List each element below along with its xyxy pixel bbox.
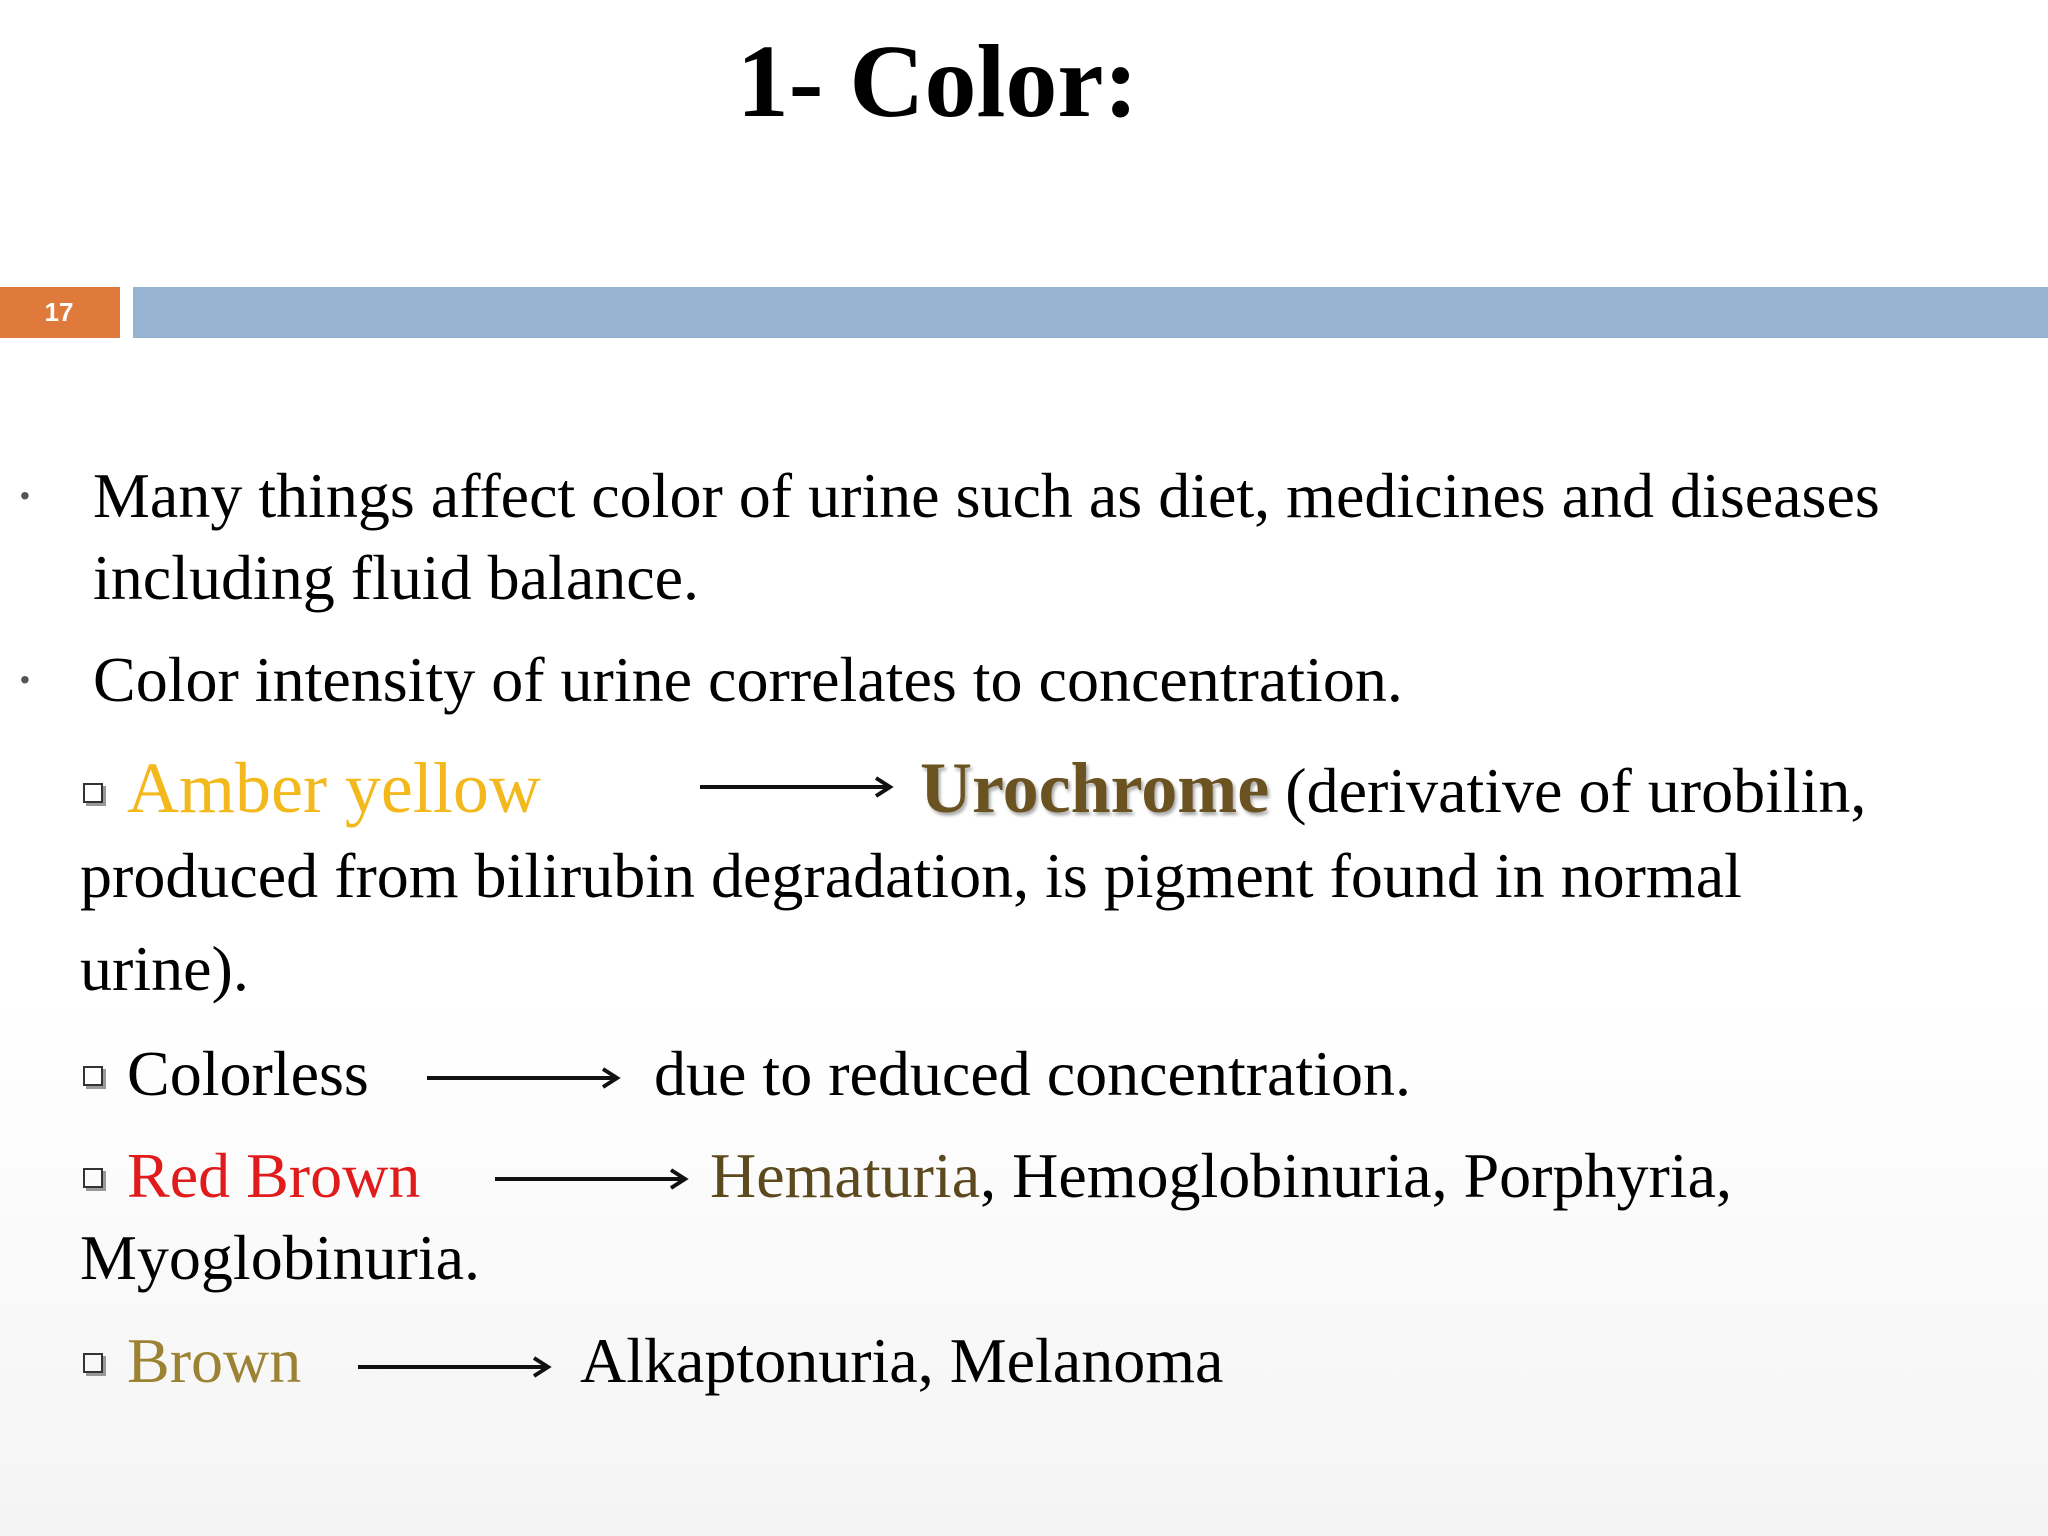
item-amber-line-3: urine). (80, 933, 249, 1004)
hematuria-term: Hematuria (710, 1140, 981, 1211)
slide-title: 1- Color: (736, 24, 1139, 139)
amber-label: Amber yellow (127, 748, 541, 828)
red-brown-cause-line-2: Myoglobinuria. (80, 1222, 480, 1293)
item-amber-cause (920, 748, 1866, 831)
arrow-right-icon (495, 1165, 690, 1191)
bullet-2-line-1: Color intensity of urine correlates to concentration. (93, 644, 1403, 715)
checkbox-square-icon (83, 1353, 103, 1373)
amber-rest-1: (derivative of urobilin, (1269, 755, 1867, 826)
item-amber-line-2: produced from bilirubin degradation, is pigment found in normal (80, 840, 1742, 911)
urochrome-term: Urochrome (920, 748, 1270, 828)
colorless-label: Colorless (127, 1038, 369, 1109)
arrow-right-icon (358, 1353, 553, 1379)
brown-label: Brown (127, 1325, 302, 1396)
brown-cause: Alkaptonuria, Melanoma (580, 1325, 1224, 1396)
bullet-text-1 (93, 455, 2043, 619)
item-red-brown (83, 1136, 420, 1216)
arrow-right-icon (700, 773, 895, 799)
slide-number: 17 (0, 287, 120, 338)
bullet-dot: • (20, 664, 30, 695)
arrow-right-icon (427, 1064, 622, 1090)
item-brown (83, 1321, 301, 1401)
checkbox-square-icon (83, 783, 103, 803)
item-colorless (83, 1034, 369, 1114)
item-amber-line-1 (83, 748, 541, 831)
bullet-1-line-2: including fluid balance. (93, 542, 700, 613)
checkbox-square-icon (83, 1168, 103, 1188)
checkbox-square-icon (83, 1066, 103, 1086)
bullet-text-2 (93, 639, 2043, 721)
colorless-cause: due to reduced concentration. (654, 1038, 1411, 1109)
red-brown-cause-rest: , Hemoglobinuria, Porphyria, (980, 1140, 1732, 1211)
red-brown-label: Red Brown (127, 1140, 421, 1211)
bullet-1-line-1: Many things affect color of urine such as diet, medicines and diseases (93, 460, 1880, 531)
bullet-dot: • (20, 480, 30, 511)
red-brown-cause (710, 1136, 1732, 1216)
